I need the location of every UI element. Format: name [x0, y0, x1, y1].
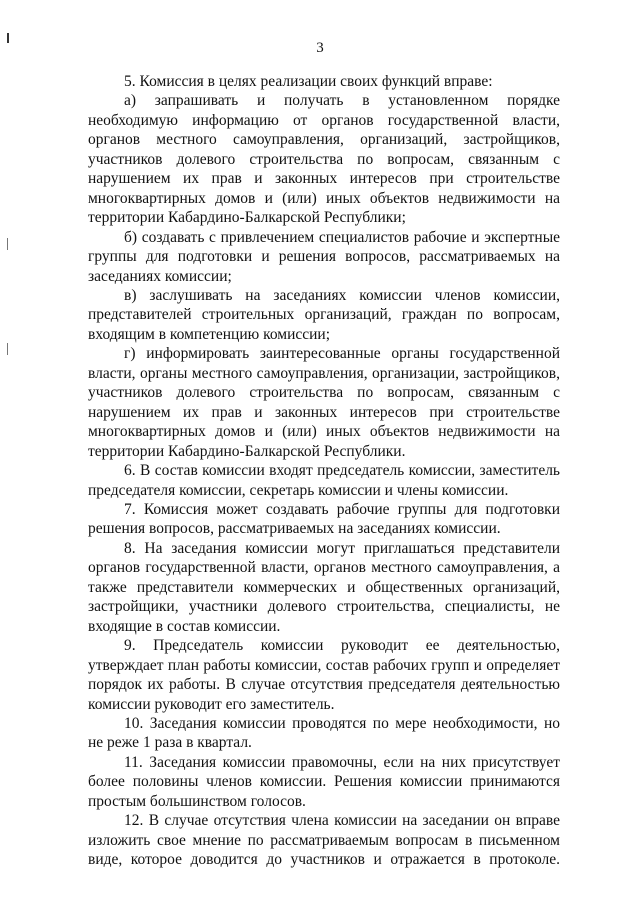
paragraph-7: 7. Комиссия может создавать рабочие группы для подготовки решения вопросов, рассматриваемых на заседаниях комиссии. — [88, 500, 560, 538]
document-body — [88, 72, 560, 870]
paragraph-12: 12. В случае отсутствия члена комиссии на заседании он вправе изложить свое мнение по рассматриваемым вопросам в письменном виде, которое доводится до участников и отражается в протоколе. — [88, 812, 560, 869]
paragraph-5b: б) создавать с привлечением специалистов рабочие и экспертные группы для подготовки и решения вопросов, рассматриваемых на заседаниях комиссии; — [88, 228, 560, 285]
scan-edge-mark — [7, 238, 8, 250]
paragraph-5g: г) информировать заинтересованные органы государственной власти, органы местного самоуправления, организации, застройщиков, участников долевого строительства по вопросам, связанным с нарушением их прав и законных интересов при строительстве многоквартирных домов и (или) иных объектов недвижимости на территории Кабардино-Балкарской Республики. — [88, 345, 560, 460]
paragraph-6: 6. В состав комиссии входят председатель комиссии, заместитель председателя комиссии, секретарь комиссии и члены комиссии. — [88, 462, 560, 499]
paragraph-9: 9. Председатель комиссии руководит ее деятельностью, утверждает план работы комиссии, состав рабочих групп и определяет порядок их работы. В случае отсутствия председателя деятельностью комиссии руководит его заместитель. — [88, 637, 560, 713]
paragraph-5: 5. Комиссия в целях реализации своих функций вправе: — [124, 73, 493, 90]
scan-edge-mark — [7, 343, 8, 355]
page-number: 3 — [316, 40, 324, 56]
paragraph-5v: в) заслушивать на заседаниях комиссии членов комиссии, представителей строительных организаций, граждан по вопросам, входящим в компетенцию комиссии; — [88, 286, 560, 343]
paragraph-10: 10. Заседания комиссии проводятся по мере необходимости, но не реже 1 раза в квартал. — [88, 714, 560, 752]
paragraph-5a: а) запрашивать и получать в установленном порядке необходимую информацию от органов государственной власти, органов местного самоуправления, организаций, застройщиков, участников долевого строительства по вопросам, связанным с нарушением их прав и законных интересов при строительстве многоквартирных домов и (или) иных объектов недвижимости на территории Кабардино-Балкарской Республики; — [88, 92, 560, 227]
paragraph-11: 11. Заседания комиссии правомочны, если на них присутствует более половины членов комиссии. Решения комиссии принимаются простым большинством голосов. — [88, 753, 560, 810]
paragraph-8: 8. На заседания комиссии могут приглашаться представители органов государственной власти, органов местного самоуправления, а также представители коммерческих и общественных организаций, застройщики, участники долевого строительства, специалисты, не входящие в состав комиссии. — [88, 539, 560, 635]
